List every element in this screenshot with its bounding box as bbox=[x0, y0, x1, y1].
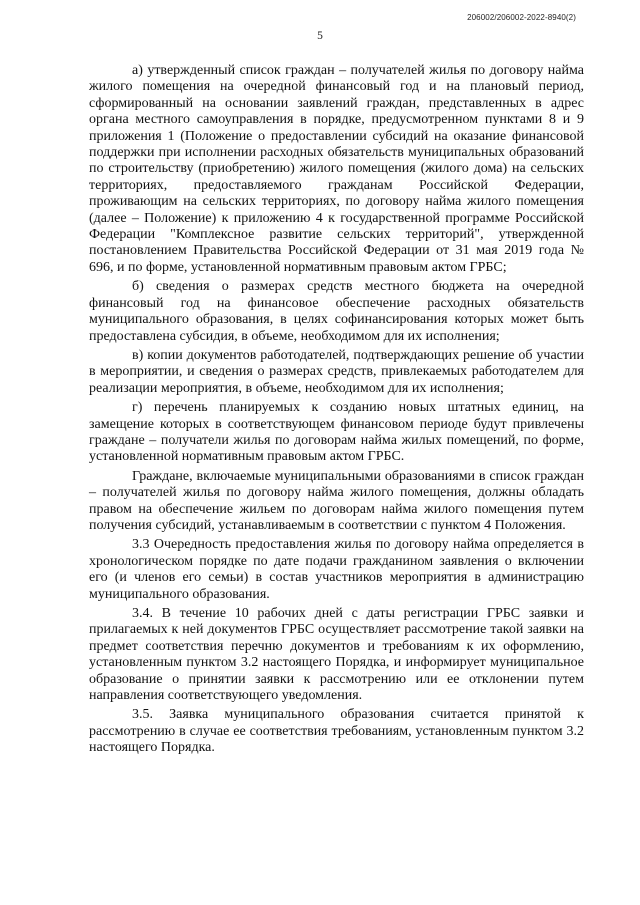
paragraph-clause-3-5: 3.5. Заявка муниципального образования считается принятой к рассмотрению в случае ее соответствия требованиям, установленным пунктом 3.2 настоящего Порядка. bbox=[89, 707, 584, 756]
paragraph-citizens-list: Граждане, включаемые муниципальными образованиями в список граждан – получателей жилья по договору найма жилого помещения, должны обладать правом на обеспечение жильем по договорам найма жилого помещения путем получения субсидий, устанавливаемым в соответствии с пунктом 4 Положения. bbox=[89, 468, 584, 533]
paragraph-item-a: а) утвержденный список граждан – получателей жилья по договору найма жилого помещения на очередной финансовый год и на плановый период, сформированный на основании заявлений граждан, представленных в адрес органа местного самоуправления в порядке, предусмотренном пунктами 8 и 9 приложения 1 (Положение о предоставлении субсидий на оказание финансовой поддержки при исполнении расходных обязательств муниципальных образований по строительству (приобретению) жилого помещения (жилого дома) на сельских территориях, предоставляемого гражданам Российской Федерации, проживающим на сельских территориях, по договору найма жилого помещения (далее – Положение) к приложению 4 к государственной программе Российской Федерации "Комплексное развитие сельских территорий", утвержденной постановлением Правительства Российской Федерации от 31 мая 2019 года № 696, и по форме, установленной нормативным правовым актом ГРБС; bbox=[89, 63, 584, 275]
document-registration-code: 206002/206002-2022-8940(2) bbox=[467, 13, 576, 22]
page-number: 5 bbox=[317, 30, 323, 42]
paragraph-item-v: в) копии документов работодателей, подтверждающих решение об участии в мероприятии, и сведения о размерах средств, привлекаемых работодателем для реализации мероприятия, в объеме, необходимом для их исполнения; bbox=[89, 347, 584, 396]
paragraph-clause-3-4: 3.4. В течение 10 рабочих дней с даты регистрации ГРБС заявки и прилагаемых к ней документов ГРБС осуществляет рассмотрение такой заявки на предмет соответствия перечню документов и требованиям к их оформлению, установленным пунктом 3.2 настоящего Порядка, и информирует муниципальное образование о принятии заявки к рассмотрению или ее отклонении путем направления соответствующего уведомления. bbox=[89, 606, 584, 704]
paragraph-clause-3-3: 3.3 Очередность предоставления жилья по договору найма определяется в хронологическом порядке по дате подачи гражданином заявления о включении его (и членов его семьи) в состав участников мероприятия в администрацию муниципального образования. bbox=[89, 537, 584, 602]
paragraph-item-b: б) сведения о размерах средств местного бюджета на очередной финансовый год на финансовое обеспечение расходных обязательств муниципального образования, в целях софинансирования которых может быть предоставлена субсидия, в объеме, необходимом для их исполнения; bbox=[89, 279, 584, 344]
paragraph-item-g: г) перечень планируемых к созданию новых штатных единиц, на замещение которых в соответствующем финансовом периоде будут привлечены граждане – получатели жилья по договорам найма жилых помещений, по форме, установленной нормативным правовым актом ГРБС. bbox=[89, 400, 584, 465]
document-body bbox=[89, 63, 584, 757]
